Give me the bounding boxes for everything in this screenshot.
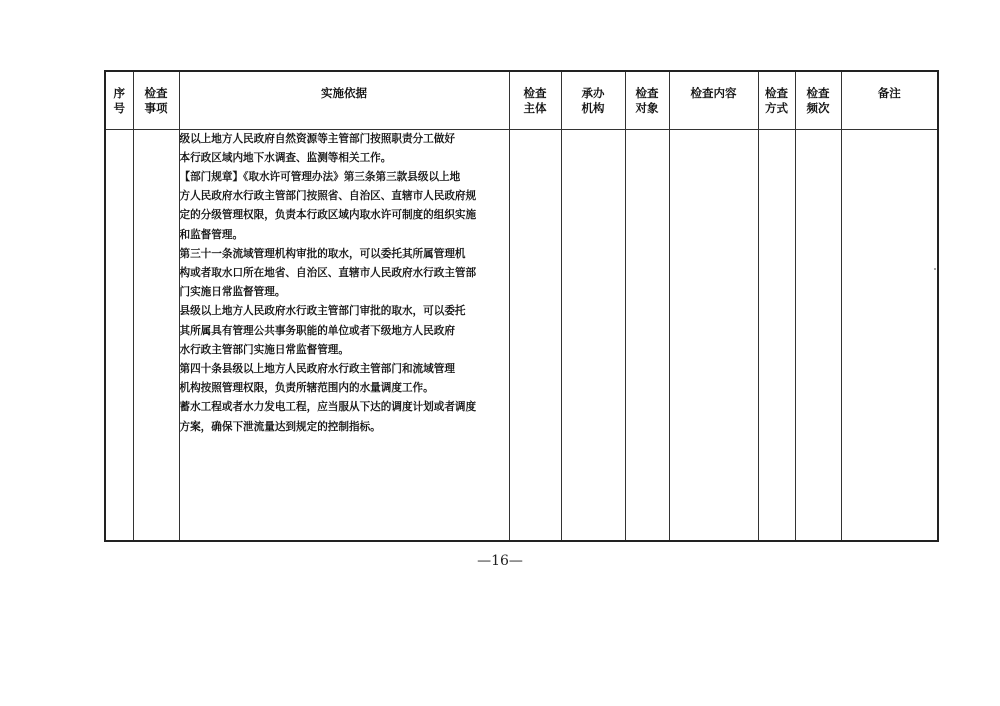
basis-line: 第三十一条流域管理机构审批的取水，可以委托其所属管理机 [179, 247, 466, 260]
header-method-label: 检查 方式 [765, 86, 788, 115]
cell-frequency [795, 129, 841, 541]
basis-line: 县级以上地方人民政府水行政主管部门审批的取水，可以委托 [179, 305, 466, 318]
header-object-label: 检查 对象 [635, 86, 659, 115]
cell-agency [561, 129, 625, 541]
scan-speck [934, 268, 936, 270]
header-remarks [841, 71, 938, 129]
cell-method [758, 129, 795, 541]
inspection-table [104, 70, 939, 542]
cell-basis [179, 129, 509, 541]
cell-content [669, 129, 758, 541]
header-method [758, 71, 795, 129]
header-content [669, 71, 758, 129]
basis-line: 构或者取水口所在地省、自治区、直辖市人民政府水行政主管部 [179, 266, 477, 279]
basis-line: 和监督管理。 [179, 228, 244, 241]
header-content-label: 检查内容 [690, 86, 737, 100]
basis-line: 【部门规章】《取水许可管理办法》第三条第三款县级以上地 [179, 170, 461, 183]
cell-item [133, 129, 179, 541]
basis-line: 方案，确保下泄流量达到规定的控制指标。 [179, 420, 381, 433]
header-frequency-label: 检查 频次 [806, 86, 830, 115]
basis-line: 第四十条县级以上地方人民政府水行政主管部门和流域管理 [179, 362, 455, 375]
cell-remarks [841, 129, 938, 541]
header-item [133, 71, 179, 129]
basis-line: 门实施日常监督管理。 [179, 286, 286, 299]
header-seq [105, 71, 133, 129]
cell-seq [105, 129, 133, 541]
page-number: —16— [477, 553, 523, 569]
table-row [105, 129, 938, 541]
header-remarks-label: 备注 [877, 86, 901, 100]
header-basis-label: 实施依据 [321, 86, 367, 100]
basis-line: 其所属具有管理公共事务职能的单位或者下级地方人民政府 [179, 324, 455, 337]
cell-object [625, 129, 669, 541]
header-seq-label: 序 号 [113, 86, 125, 115]
basis-line: 本行政区域内地下水调查、监测等相关工作。 [179, 151, 392, 164]
header-item-label: 检查 事项 [144, 86, 168, 115]
header-subject-label: 检查 主体 [523, 86, 547, 115]
header-agency-label: 承办 机构 [581, 86, 605, 115]
basis-line: 定的分级管理权限，负责本行政区域内取水许可制度的组织实施 [179, 209, 477, 222]
table-header-row [105, 71, 938, 129]
basis-line: 机构按照管理权限，负责所辖范围内的水量调度工作。 [179, 382, 434, 395]
basis-line: 级以上地方人民政府自然资源等主管部门按照职责分工做好 [179, 132, 455, 145]
header-object [625, 71, 669, 129]
basis-line: 水行政主管部门实施日常监督管理。 [179, 343, 349, 356]
header-subject [509, 71, 561, 129]
basis-line: 蓄水工程或者水力发电工程，应当服从下达的调度计划或者调度 [179, 401, 477, 414]
header-agency [561, 71, 625, 129]
cell-subject [509, 129, 561, 541]
header-frequency [795, 71, 841, 129]
header-basis [179, 71, 509, 129]
basis-line: 方人民政府水行政主管部门按照省、自治区、直辖市人民政府规 [179, 190, 477, 203]
